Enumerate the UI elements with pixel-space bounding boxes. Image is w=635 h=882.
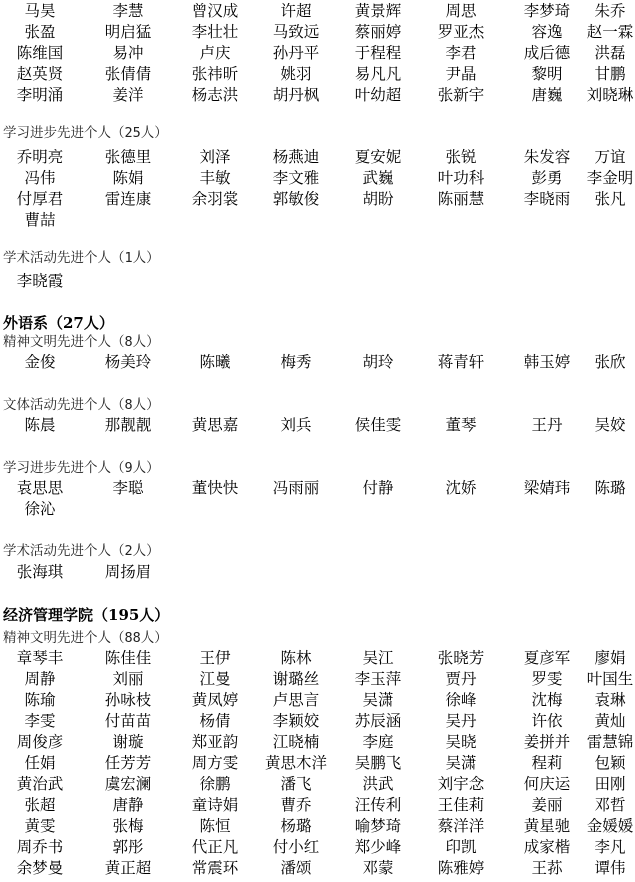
- person-name: 王荪: [531, 859, 563, 877]
- person-name: 常震环: [191, 859, 239, 877]
- person-name: 黄灿: [594, 712, 626, 730]
- person-name: 陈林: [280, 649, 312, 667]
- person-name: 付小红: [272, 838, 320, 856]
- person-name: 陈璐: [594, 479, 626, 497]
- person-name: 那靓靓: [104, 416, 152, 434]
- person-name: 黄凤婷: [191, 691, 239, 709]
- person-name: 张新宇: [437, 86, 485, 104]
- person-name: 万谊: [594, 148, 626, 166]
- department-heading: 经济管理学院（195人）: [3, 606, 170, 624]
- person-name: 蒋青轩: [437, 353, 485, 371]
- person-name: 朱发容: [523, 148, 571, 166]
- person-name: 刘泽: [199, 148, 231, 166]
- person-name: 杨美玲: [104, 353, 152, 371]
- person-name: 卢庆: [199, 44, 231, 62]
- person-name: 郑少峰: [354, 838, 402, 856]
- person-name: 任娟: [24, 754, 56, 772]
- person-name: 许超: [280, 2, 312, 20]
- person-name: 黄思嘉: [191, 416, 239, 434]
- person-name: 张倩倩: [104, 65, 152, 83]
- person-name: 夏安妮: [354, 148, 402, 166]
- person-name: 邓蒙: [362, 859, 394, 877]
- person-name: 李文雅: [272, 169, 320, 187]
- person-name: 张凡: [594, 190, 626, 208]
- person-name: 陈晨: [24, 416, 56, 434]
- person-name: 刘丽: [112, 670, 144, 688]
- person-name: 潘飞: [280, 775, 312, 793]
- person-name: 杨燕迪: [272, 148, 320, 166]
- person-name: 董琴: [445, 416, 477, 434]
- person-name: 孙丹平: [272, 44, 320, 62]
- person-name: 黄思木洋: [264, 754, 328, 772]
- person-name: 罗雯: [531, 670, 563, 688]
- person-name: 江晓楠: [272, 733, 320, 751]
- person-name: 徐沁: [24, 500, 56, 518]
- award-category-heading: 学习进步先进个人（25人）: [3, 125, 168, 141]
- person-name: 陈瑜: [24, 691, 56, 709]
- person-name: 付静: [362, 479, 394, 497]
- person-name: 廖娟: [594, 649, 626, 667]
- person-name: 洪磊: [594, 44, 626, 62]
- person-name: 王佳莉: [437, 796, 485, 814]
- person-name: 易凡凡: [354, 65, 402, 83]
- person-name: 周思: [445, 2, 477, 20]
- person-name: 周乔书: [16, 838, 64, 856]
- person-name: 付苗苗: [104, 712, 152, 730]
- award-category-heading: 学习进步先进个人（9人）: [3, 460, 160, 476]
- person-name: 李壮壮: [191, 23, 239, 41]
- person-name: 潘颂: [280, 859, 312, 877]
- person-name: 马昊: [24, 2, 56, 20]
- person-name: 李晓雨: [523, 190, 571, 208]
- person-name: 姜丽: [531, 796, 563, 814]
- person-name: 袁琳: [594, 691, 626, 709]
- person-name: 吴晓: [445, 733, 477, 751]
- person-name: 沈娇: [445, 479, 477, 497]
- person-name: 唐静: [112, 796, 144, 814]
- person-name: 成家楷: [523, 838, 571, 856]
- person-name: 夏彦军: [523, 649, 571, 667]
- person-name: 侯佳雯: [354, 416, 402, 434]
- person-name: 武巍: [362, 169, 394, 187]
- person-name: 杨璐: [280, 817, 312, 835]
- person-name: 谭伟: [594, 859, 626, 877]
- person-name: 吴潇: [362, 691, 394, 709]
- person-name: 吴丹: [445, 712, 477, 730]
- award-category-heading: 学术活动先进个人（2人）: [3, 543, 160, 559]
- person-name: 陈佳佳: [104, 649, 152, 667]
- person-name: 张晓芳: [437, 649, 485, 667]
- person-name: 雷连康: [104, 190, 152, 208]
- person-name: 张盈: [24, 23, 56, 41]
- person-name: 李梦琦: [523, 2, 571, 20]
- person-name: 梁婧玮: [523, 479, 571, 497]
- person-name: 朱乔: [594, 2, 626, 20]
- person-name: 曾汉成: [191, 2, 239, 20]
- person-name: 邓哲: [594, 796, 626, 814]
- person-name: 陈维国: [16, 44, 64, 62]
- person-name: 余梦曼: [16, 859, 64, 877]
- person-name: 程莉: [531, 754, 563, 772]
- person-name: 李雯: [24, 712, 56, 730]
- person-name: 于程程: [354, 44, 402, 62]
- person-name: 甘鹏: [594, 65, 626, 83]
- person-name: 黎明: [531, 65, 563, 83]
- person-name: 叶国生: [586, 670, 634, 688]
- person-name: 沈梅: [531, 691, 563, 709]
- person-name: 周静: [24, 670, 56, 688]
- person-name: 刘兵: [280, 416, 312, 434]
- person-name: 姜洋: [112, 86, 144, 104]
- person-name: 张梅: [112, 817, 144, 835]
- person-name: 胡玲: [362, 353, 394, 371]
- person-name: 谢璇: [112, 733, 144, 751]
- person-name: 金媛媛: [586, 817, 634, 835]
- person-name: 姜拼并: [523, 733, 571, 751]
- person-name: 王伊: [199, 649, 231, 667]
- person-name: 苏辰涵: [354, 712, 402, 730]
- person-name: 喻梦琦: [354, 817, 402, 835]
- person-name: 乔明亮: [16, 148, 64, 166]
- person-name: 丰敏: [199, 169, 231, 187]
- person-name: 张德里: [104, 148, 152, 166]
- person-name: 周俊彦: [16, 733, 64, 751]
- person-name: 彭勇: [531, 169, 563, 187]
- person-name: 任芳芳: [104, 754, 152, 772]
- person-name: 杨倩: [199, 712, 231, 730]
- department-heading: 外语系（27人）: [3, 314, 114, 332]
- person-name: 童诗娟: [191, 796, 239, 814]
- person-name: 黄景辉: [354, 2, 402, 20]
- person-name: 谢璐丝: [272, 670, 320, 688]
- person-name: 韩玉婷: [523, 353, 571, 371]
- award-category-heading: 学术活动先进个人（1人）: [3, 250, 160, 266]
- person-name: 汪传利: [354, 796, 402, 814]
- person-name: 金俊: [24, 353, 56, 371]
- person-name: 李晓霞: [16, 272, 64, 290]
- person-name: 陈丽慧: [437, 190, 485, 208]
- person-name: 李庭: [362, 733, 394, 751]
- person-name: 代正凡: [191, 838, 239, 856]
- person-name: 卢思言: [272, 691, 320, 709]
- person-name: 李君: [445, 44, 477, 62]
- person-name: 赵英贤: [16, 65, 64, 83]
- person-name: 李金明: [586, 169, 634, 187]
- person-name: 罗亚杰: [437, 23, 485, 41]
- person-name: 余羽裳: [191, 190, 239, 208]
- person-name: 贾丹: [445, 670, 477, 688]
- person-name: 曹喆: [24, 211, 56, 229]
- person-name: 李聪: [112, 479, 144, 497]
- person-name: 叶幼超: [354, 86, 402, 104]
- person-name: 梅秀: [280, 353, 312, 371]
- person-name: 蔡洋洋: [437, 817, 485, 835]
- person-name: 易冲: [112, 44, 144, 62]
- award-category-heading: 文体活动先进个人（8人）: [3, 397, 160, 413]
- person-name: 包颖: [594, 754, 626, 772]
- person-name: 何庆运: [523, 775, 571, 793]
- person-name: 吴鹏飞: [354, 754, 402, 772]
- person-name: 陈雅婷: [437, 859, 485, 877]
- person-name: 李颖姣: [272, 712, 320, 730]
- person-name: 陈曦: [199, 353, 231, 371]
- person-name: 郭彤: [112, 838, 144, 856]
- person-name: 张欣: [594, 353, 626, 371]
- person-name: 曹乔: [280, 796, 312, 814]
- person-name: 刘宇念: [437, 775, 485, 793]
- person-name: 胡盼: [362, 190, 394, 208]
- person-name: 袁思思: [16, 479, 64, 497]
- person-name: 尹晶: [445, 65, 477, 83]
- person-name: 胡丹枫: [272, 86, 320, 104]
- person-name: 李慧: [112, 2, 144, 20]
- person-name: 黄治武: [16, 775, 64, 793]
- person-name: 章琴丰: [16, 649, 64, 667]
- person-name: 李凡: [594, 838, 626, 856]
- person-name: 郭敏俊: [272, 190, 320, 208]
- person-name: 田刚: [594, 775, 626, 793]
- person-name: 容逸: [531, 23, 563, 41]
- person-name: 蔡丽婷: [354, 23, 402, 41]
- person-name: 雷慧锦: [586, 733, 634, 751]
- person-name: 张锐: [445, 148, 477, 166]
- person-name: 付厚君: [16, 190, 64, 208]
- person-name: 许依: [531, 712, 563, 730]
- person-name: 虞宏澜: [104, 775, 152, 793]
- person-name: 周扬眉: [104, 563, 152, 581]
- person-name: 江曼: [199, 670, 231, 688]
- person-name: 黄星驰: [523, 817, 571, 835]
- person-name: 黄正超: [104, 859, 152, 877]
- person-name: 陈恒: [199, 817, 231, 835]
- person-name: 刘晓琳: [586, 86, 634, 104]
- person-name: 陈娟: [112, 169, 144, 187]
- person-name: 徐峰: [445, 691, 477, 709]
- person-name: 成后德: [523, 44, 571, 62]
- person-name: 王丹: [531, 416, 563, 434]
- person-name: 孙咏枝: [104, 691, 152, 709]
- person-name: 李玉萍: [354, 670, 402, 688]
- person-name: 明启猛: [104, 23, 152, 41]
- person-name: 徐鹏: [199, 775, 231, 793]
- person-name: 马致远: [272, 23, 320, 41]
- person-name: 洪武: [362, 775, 394, 793]
- award-category-heading: 精神文明先进个人（88人）: [3, 630, 168, 646]
- person-name: 黄雯: [24, 817, 56, 835]
- person-name: 杨志洪: [191, 86, 239, 104]
- person-name: 冯伟: [24, 169, 56, 187]
- person-name: 周方雯: [191, 754, 239, 772]
- person-name: 郑亚韵: [191, 733, 239, 751]
- person-name: 张海琪: [16, 563, 64, 581]
- person-name: 唐巍: [531, 86, 563, 104]
- person-name: 赵一霖: [586, 23, 634, 41]
- person-name: 姚羽: [280, 65, 312, 83]
- award-category-heading: 精神文明先进个人（8人）: [3, 334, 160, 350]
- person-name: 印凯: [445, 838, 477, 856]
- person-name: 冯雨丽: [272, 479, 320, 497]
- person-name: 吴潇: [445, 754, 477, 772]
- person-name: 张超: [24, 796, 56, 814]
- person-name: 吴姣: [594, 416, 626, 434]
- person-name: 董快快: [191, 479, 239, 497]
- person-name: 吴江: [362, 649, 394, 667]
- person-name: 张祎昕: [191, 65, 239, 83]
- person-name: 叶功科: [437, 169, 485, 187]
- person-name: 李明涌: [16, 86, 64, 104]
